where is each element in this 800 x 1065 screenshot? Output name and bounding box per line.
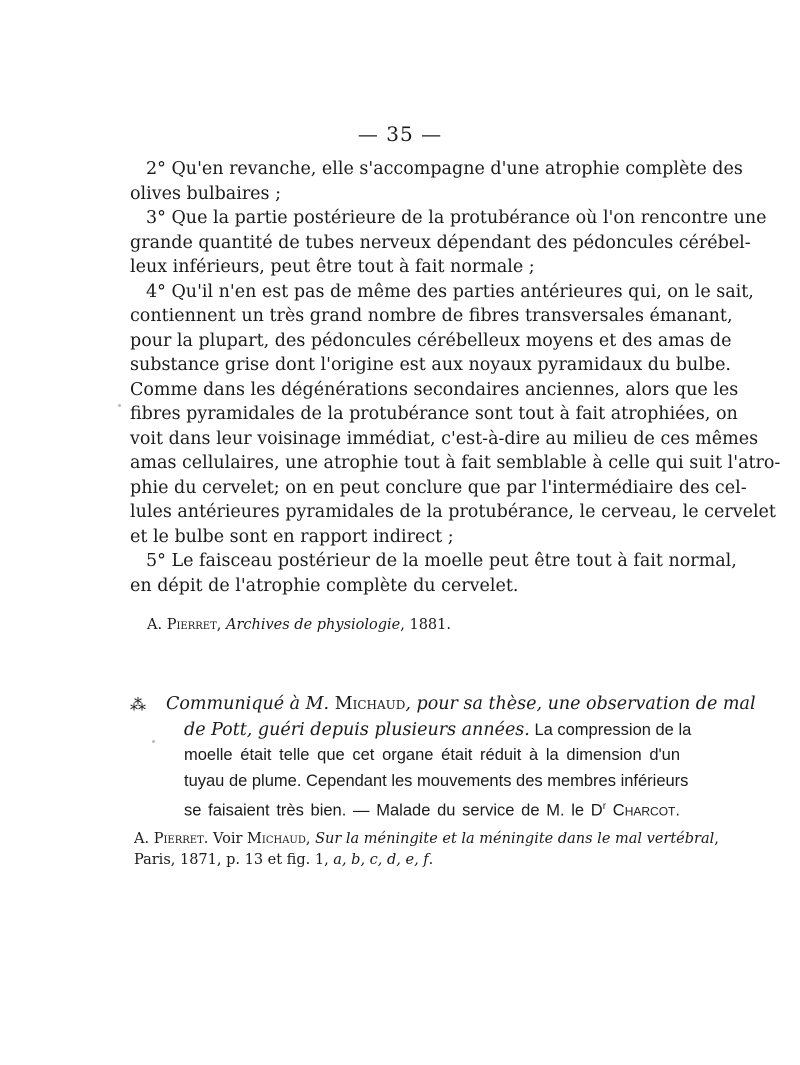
citation2-line2-a: Paris, 1871, p. 13 et fig. 1, xyxy=(134,852,334,868)
entry-line5-end: . xyxy=(675,801,680,820)
citation2-author: Pierret xyxy=(153,831,204,847)
entry-name-michaud: Michaud xyxy=(334,694,406,714)
entry-line xyxy=(130,718,692,744)
text-line: phie du cervelet; on en peut conclure que par l'intermédiaire des cel- xyxy=(130,477,747,498)
citation-separator: , xyxy=(216,617,226,633)
text-line: contiennent un très grand nombre de fibres transversales émanant, xyxy=(130,306,733,326)
citation2-line2-end: . xyxy=(428,852,434,868)
text-line: voit dans leur voisinage immédiat, c'est-à-dire au milieu de ces mêmes xyxy=(130,428,759,449)
asterism-marker: ⁂ xyxy=(130,695,145,714)
citation2-comma: , xyxy=(305,831,316,847)
citation2-initial: A. xyxy=(134,831,154,847)
citation-work: Archives de physiologie xyxy=(225,617,401,633)
scan-speck xyxy=(152,740,155,743)
citation-author: Pierret xyxy=(166,617,217,633)
entry-line2-tail: La compression de la xyxy=(529,720,692,739)
citation-year: , 1881. xyxy=(400,617,451,633)
citation2-voir: . Voir xyxy=(203,831,248,847)
text-line: Comme dans les dégénérations secondaires anciennes, alors que les xyxy=(130,379,739,400)
page-number: — 35 — xyxy=(357,122,443,146)
entry-line: moelle était telle que cet organe était réduit à la dimension d'un xyxy=(184,746,680,764)
entry-line: tuyau de plume. Cependant les mouvements des membres inférieurs xyxy=(184,771,689,790)
entry-line xyxy=(130,692,756,718)
text-line: olives bulbaires ; xyxy=(130,183,281,204)
text-line: lules antérieures pyramidales de la protubérance, le cerveau, le cervelet xyxy=(130,502,776,522)
entry-line2: de Pott, guéri depuis plusieurs années. xyxy=(184,719,530,740)
entry-line5-space xyxy=(606,802,613,820)
entry-line xyxy=(130,794,680,824)
text-line: 2° Qu'en revanche, elle s'accompagne d'une atrophie complète des xyxy=(146,159,743,179)
entry-line5-sup: r xyxy=(602,801,607,812)
text-line: amas cellulaires, une atrophie tout à fait semblable à celle qui suit l'atro- xyxy=(130,453,781,473)
text-line: fibres pyramidales de la protubérance sont tout à fait atrophiées, on xyxy=(130,404,738,424)
entry-line1-b: , pour sa thèse, une observation de mal xyxy=(405,694,756,714)
text-line: et le bulbe sont en rapport indirect ; xyxy=(130,526,454,547)
entry-communique xyxy=(130,692,756,824)
text-line: grande quantité de tubes nerveux dépendant des pédoncules cérébel- xyxy=(130,232,751,253)
entry-line5-a: se faisaient très bien. — Malade du service de M. le D xyxy=(184,801,603,820)
citation2-line xyxy=(134,850,679,871)
entry-line1-a: Communiqué à M. xyxy=(166,694,335,714)
text-line: substance grise dont l'origine est aux noyaux pyramidaux du bulbe. xyxy=(130,355,731,375)
citation2-line xyxy=(134,829,719,850)
text-line: leux inférieurs, peut être tout à fait normale ; xyxy=(130,257,535,277)
text-line: 3° Que la partie postérieure de la protubérance où l'on rencontre une xyxy=(146,208,767,228)
citation2-title: Sur la méningite et la méningite dans le mal vertébral xyxy=(315,831,715,847)
entry-name-charcot: Charcot xyxy=(612,801,676,820)
citation-voir-michaud xyxy=(134,829,719,871)
citation2-end1: , xyxy=(714,831,719,847)
text-line: pour la plupart, des pédoncules cérébelleux moyens et des amas de xyxy=(130,330,732,351)
citation2-letters: a, b, c, d, e, f xyxy=(333,852,429,868)
scan-speck xyxy=(118,404,121,407)
citation-initial: A. xyxy=(147,617,167,633)
text-line: en dépit de l'atrophie complète du cervelet. xyxy=(130,575,519,596)
text-line: 4° Qu'il n'en est pas de même des parties antérieures qui, on le sait, xyxy=(146,281,754,302)
citation2-cited-author: Michaud xyxy=(247,831,306,847)
citation-archives xyxy=(147,614,667,636)
text-line: 5° Le faisceau postérieur de la moelle peut être tout à fait normal, xyxy=(146,551,737,571)
body-text xyxy=(130,157,781,598)
